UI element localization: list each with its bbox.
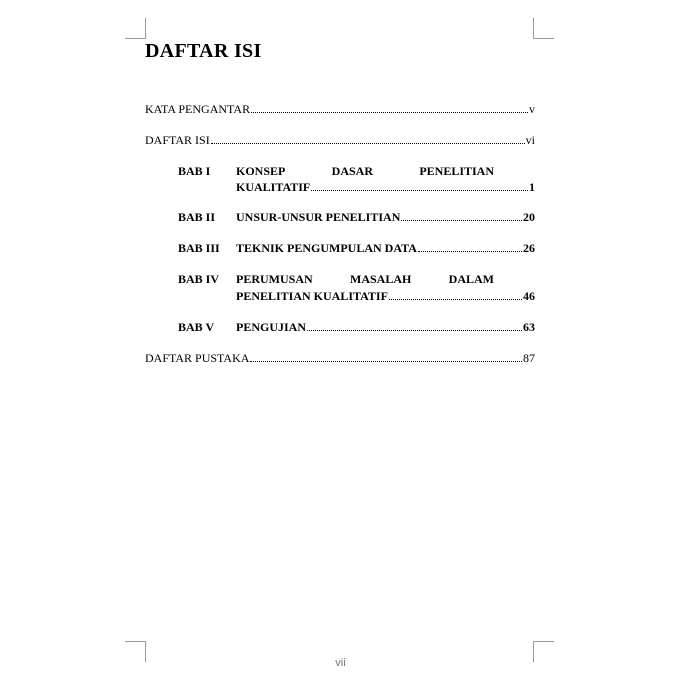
chapter-title-word: KONSEP — [236, 164, 286, 178]
toc-entry-label: DAFTAR PUSTAKA — [145, 351, 250, 365]
page-title: DAFTAR ISI — [145, 40, 262, 62]
chapter-title: TEKNIK PENGUMPULAN DATA — [236, 241, 417, 255]
dot-leader — [250, 361, 522, 362]
chapter-label-bab-1: BAB I — [178, 164, 211, 178]
dot-leader — [311, 190, 528, 191]
toc-entry-page: 63 — [523, 320, 535, 334]
chapter-label-bab-4: BAB IV — [178, 272, 220, 286]
crop-mark-bottom-right-horizontal — [533, 641, 554, 642]
toc-entry-page: 87 — [523, 351, 535, 365]
chapter-title-word: DASAR — [331, 164, 373, 178]
chapter-label-bab-3: BAB III — [178, 241, 220, 255]
chapter-label-bab-5: BAB V — [178, 320, 215, 334]
toc-entry-page: v — [529, 102, 535, 116]
toc-entry-bab-2 — [236, 210, 535, 224]
dot-leader — [389, 299, 522, 300]
chapter-title-word: DALAM — [448, 272, 494, 286]
crop-mark-top-right-vertical — [533, 18, 534, 39]
toc-entry-bab-4 — [236, 289, 535, 303]
crop-mark-top-left-vertical — [145, 18, 146, 39]
dot-leader — [401, 220, 522, 221]
dot-leader — [211, 143, 525, 144]
page-number: vii — [335, 657, 346, 669]
dot-leader — [307, 330, 522, 331]
toc-entry-page: 26 — [523, 241, 535, 255]
chapter-title-word: PENELITIAN — [419, 164, 494, 178]
chapter-title-line-2: PENELITIAN KUALITATIF — [236, 289, 388, 303]
dot-leader — [418, 251, 522, 252]
chapter-title: UNSUR-UNSUR PENELITIAN — [236, 210, 401, 224]
toc-entry-page: 1 — [529, 180, 535, 194]
chapter-title-line-1 — [236, 164, 494, 178]
toc-entry-page: 46 — [523, 289, 535, 303]
crop-mark-top-right-horizontal — [533, 38, 554, 39]
toc-entry-bab-1 — [236, 180, 535, 194]
toc-entry-label: KATA PENGANTAR — [145, 102, 251, 116]
toc-entry-daftar-pustaka — [145, 351, 535, 365]
chapter-title-line-1 — [236, 272, 494, 286]
dot-leader — [251, 112, 528, 113]
toc-entry-label: DAFTAR ISI — [145, 133, 210, 147]
crop-mark-top-left-horizontal — [125, 38, 146, 39]
toc-entry-bab-3 — [236, 241, 535, 255]
chapter-title-word: PERUMUSAN — [236, 272, 313, 286]
chapter-label-bab-2: BAB II — [178, 210, 216, 224]
crop-mark-bottom-left-horizontal — [125, 641, 146, 642]
toc-entry-daftar-isi — [145, 133, 535, 147]
toc-entry-kata-pengantar — [145, 102, 535, 116]
toc-entry-bab-5 — [236, 320, 535, 334]
chapter-title-line-2: KUALITATIF — [236, 180, 311, 194]
chapter-title-word: MASALAH — [350, 272, 412, 286]
chapter-title: PENGUJIAN — [236, 320, 307, 334]
toc-entry-page: 20 — [523, 210, 535, 224]
toc-entry-page: vi — [525, 133, 535, 147]
